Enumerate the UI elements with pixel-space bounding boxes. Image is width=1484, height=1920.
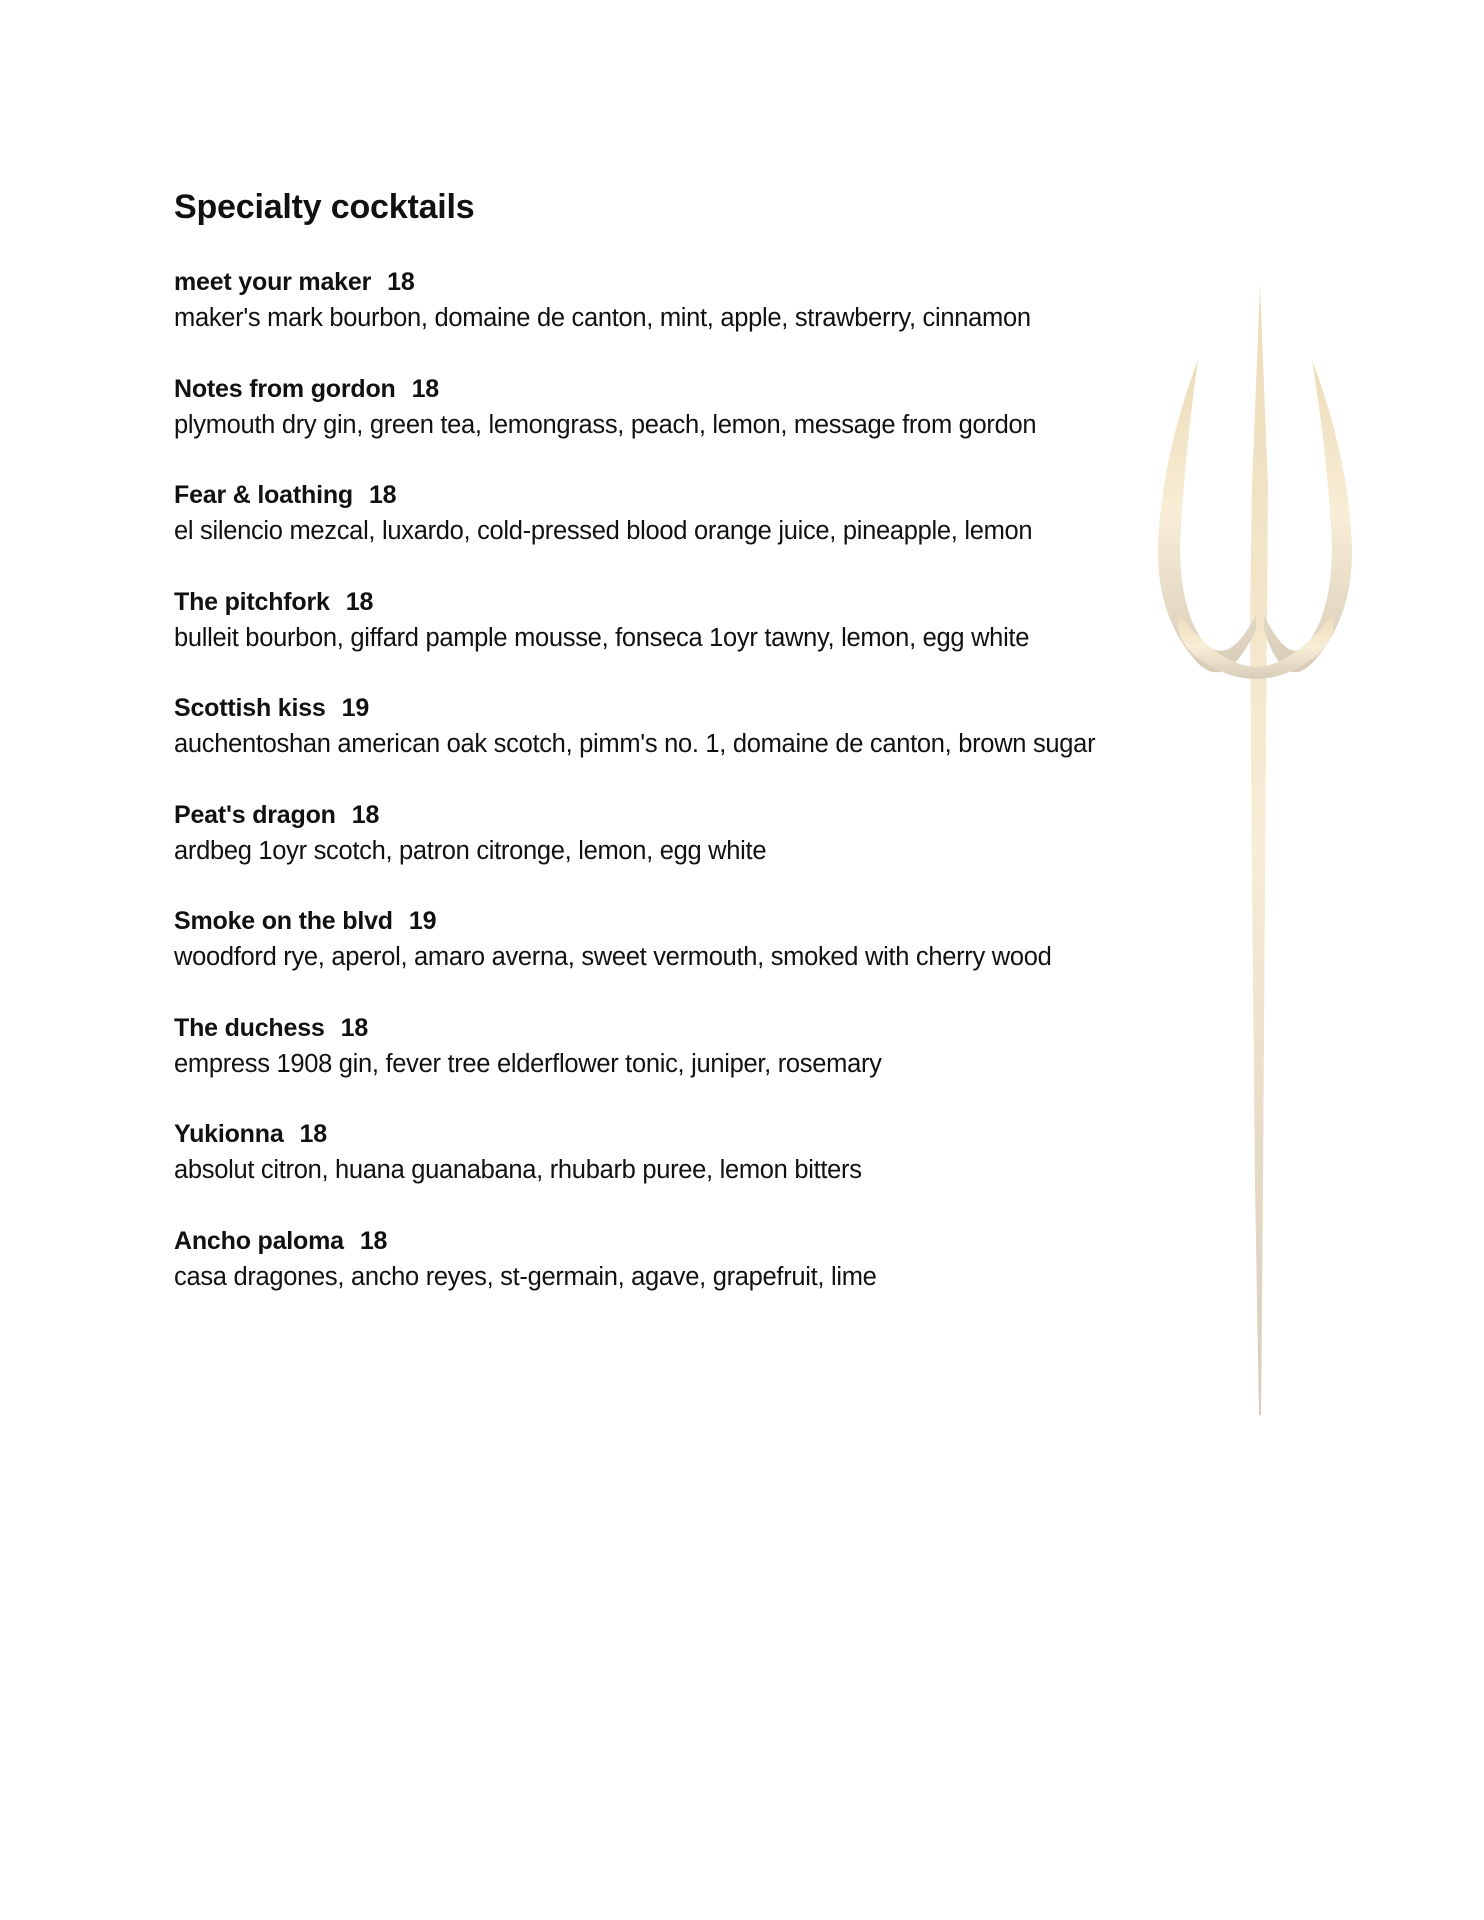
item-ingredients: woodford rye, aperol, amaro averna, sweet vermouth, smoked with cherry wood: [174, 943, 1052, 971]
menu-item: [174, 477, 1284, 584]
item-name: Yukionna: [174, 1120, 284, 1148]
menu-item: [174, 903, 1284, 1010]
item-heading: [174, 371, 1284, 407]
menu-item: [174, 797, 1284, 904]
menu-item: [174, 264, 1284, 371]
menu-item: [174, 371, 1284, 478]
item-price: 19: [408, 907, 437, 935]
trident-icon: [1140, 285, 1380, 1415]
item-price: 18: [345, 587, 374, 616]
item-price: 18: [340, 1013, 369, 1042]
item-heading: [174, 477, 1284, 513]
item-name: The pitchfork: [174, 587, 330, 616]
item-ingredients: casa dragones, ancho reyes, st-germain, agave, grapefruit, lime: [174, 1262, 877, 1291]
item-heading: [174, 690, 1284, 726]
menu-item: [174, 690, 1284, 797]
item-ingredients: ardbeg 1oyr scotch, patron citronge, lemon, egg white: [174, 836, 767, 865]
item-price: 18: [387, 268, 415, 296]
item-price: 18: [299, 1120, 327, 1148]
item-ingredients: auchentoshan american oak scotch, pimm's no. 1, domaine de canton, brown sugar: [174, 730, 1096, 758]
item-heading: [174, 903, 1284, 939]
item-price: 18: [368, 481, 397, 509]
item-price: 18: [359, 1226, 388, 1255]
item-price: 19: [341, 694, 370, 722]
item-name: The duchess: [174, 1013, 325, 1042]
item-heading: [174, 584, 1284, 620]
menu-item: [174, 584, 1284, 691]
item-ingredients: plymouth dry gin, green tea, lemongrass, peach, lemon, message from gordon: [174, 410, 1037, 439]
item-ingredients: absolut citron, huana guanabana, rhubarb puree, lemon bitters: [174, 1156, 862, 1184]
item-heading: [174, 1010, 1284, 1046]
item-name: Ancho paloma: [174, 1226, 344, 1255]
menu-item: [174, 1223, 1284, 1330]
item-heading: [174, 264, 1284, 300]
item-name: Fear & loathing: [174, 481, 353, 509]
item-ingredients: el silencio mezcal, luxardo, cold-pressed blood orange juice, pineapple, lemon: [174, 517, 1033, 545]
cocktail-list: [174, 264, 1284, 1329]
item-price: 18: [351, 800, 380, 829]
item-ingredients: empress 1908 gin, fever tree elderflower tonic, juniper, rosemary: [174, 1049, 882, 1078]
item-ingredients: bulleit bourbon, giffard pample mousse, fonseca 1oyr tawny, lemon, egg white: [174, 623, 1030, 652]
item-heading: [174, 1116, 1284, 1152]
item-name: Notes from gordon: [174, 374, 396, 403]
item-name: Scottish kiss: [174, 694, 326, 722]
item-heading: [174, 797, 1284, 833]
item-name: Peat's dragon: [174, 800, 336, 829]
item-name: Smoke on the blvd: [174, 907, 393, 935]
item-price: 18: [411, 374, 440, 403]
trident-shape: [1158, 285, 1352, 1415]
item-name: meet your maker: [174, 268, 372, 296]
item-ingredients: maker's mark bourbon, domaine de canton, mint, apple, strawberry, cinnamon: [174, 304, 1031, 332]
item-heading: [174, 1223, 1284, 1259]
menu-item: [174, 1010, 1284, 1117]
page-title: Specialty cocktails: [174, 188, 475, 226]
menu-item: [174, 1116, 1284, 1223]
